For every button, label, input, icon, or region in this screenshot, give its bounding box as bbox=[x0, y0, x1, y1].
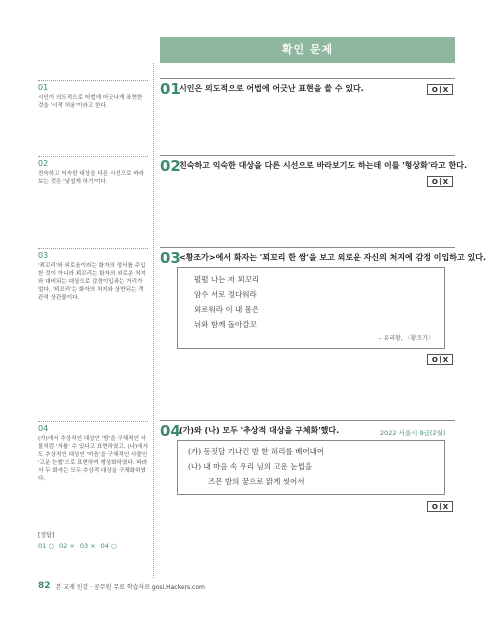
question-number: 02 bbox=[160, 157, 181, 175]
answer-item: 03 × bbox=[79, 542, 96, 550]
x-mark: X bbox=[442, 502, 449, 511]
sidebar-divider bbox=[38, 156, 148, 157]
question-text: 친숙하고 익숙한 대상을 다른 시선으로 바라보기도 하는데 이를 '형상화'라고 한다. bbox=[179, 161, 468, 170]
question-number: 04 bbox=[160, 422, 181, 440]
poem-box bbox=[177, 440, 445, 495]
ox-answer-box[interactable] bbox=[427, 354, 453, 365]
question-number: 03 bbox=[160, 249, 181, 267]
ox-divider bbox=[440, 356, 441, 363]
sidebar-explanation: (가)에서 추상적인 대상인 '밤'을 구체적인 사물처럼 '자를' 수 있다고 표현하였고, (나)에서도 추상적인 대상인 '마음'을 구체적인 사물인 '고운 눈썹'으로 표현하여 형상화하였다. 따라서 두 화자는 모두 추상적 대상을 구체화하였다. bbox=[38, 436, 148, 482]
poem-line: 즈믄 밤의 꿈으로 맑게 씻어서 bbox=[208, 477, 305, 486]
sidebar-num: 02 bbox=[38, 159, 49, 168]
ox-answer-box[interactable] bbox=[427, 176, 453, 187]
poem-box bbox=[177, 267, 445, 349]
ox-divider bbox=[440, 503, 441, 510]
ox-answer-box[interactable] bbox=[427, 501, 453, 512]
question-text: 시인은 의도적으로 어법에 어긋난 표현을 쓸 수 있다. bbox=[179, 84, 364, 93]
section-header bbox=[160, 37, 455, 63]
sidebar-explanation: 친숙하고 익숙한 대상을 다른 시선으로 바라보는 것은 '낯설게 하기'이다. bbox=[38, 171, 145, 185]
o-mark: O bbox=[431, 502, 438, 511]
sidebar-divider bbox=[38, 248, 148, 249]
x-mark: X bbox=[442, 355, 449, 364]
answers-list bbox=[38, 542, 117, 550]
question-divider bbox=[160, 420, 455, 421]
ox-divider bbox=[440, 86, 441, 93]
sidebar-num: 01 bbox=[38, 83, 49, 92]
sidebar-divider bbox=[38, 421, 148, 422]
sidebar-num: 04 bbox=[38, 424, 49, 433]
o-mark: O bbox=[431, 85, 438, 94]
page-number: 82 bbox=[38, 581, 51, 591]
question-number: 01 bbox=[160, 80, 181, 98]
ox-answer-box[interactable] bbox=[427, 84, 453, 95]
o-mark: O bbox=[431, 177, 438, 186]
sidebar-explanation: 시인이 의도적으로 어법에 어긋나게 표현한 것을 '시적 허용'이라고 한다. bbox=[38, 95, 143, 109]
section-title: 확인 문제 bbox=[281, 43, 334, 56]
sidebar-num: 03 bbox=[38, 251, 49, 260]
x-mark: X bbox=[442, 85, 449, 94]
poem-line: 펄펄 나는 저 꾀꼬리 bbox=[194, 275, 260, 284]
poem-line: 외로워라 이 내 몸은 bbox=[194, 305, 260, 314]
o-mark: O bbox=[431, 355, 438, 364]
question-divider bbox=[160, 247, 455, 248]
exam-source-label: 2022 서울시 9급(2월) bbox=[380, 429, 446, 437]
gutter-divider bbox=[153, 63, 154, 578]
sidebar-divider bbox=[38, 80, 148, 81]
question-divider bbox=[160, 78, 455, 79]
poem-line: (나) 내 마음 속 우리 님의 고운 눈썹을 bbox=[188, 462, 312, 471]
poem-line: (가) 동짓달 기나긴 밤 한 허리를 베어내어 bbox=[188, 447, 325, 456]
footer-text: 본 교재 인강 · 공무원 무료 학습자료 gosi.Hackers.com bbox=[55, 583, 205, 591]
answers-label: [정답] bbox=[38, 532, 55, 539]
question-divider bbox=[160, 155, 455, 156]
ox-divider bbox=[440, 178, 441, 185]
answer-item: 04 ○ bbox=[100, 542, 117, 550]
question-text: <황조가>에서 화자는 '꾀꼬리 한 쌍'을 보고 외로운 자신의 처지에 감정 이입하고 있다. bbox=[179, 253, 487, 262]
x-mark: X bbox=[442, 177, 449, 186]
page-footer bbox=[38, 581, 205, 591]
answer-item: 02 × bbox=[59, 542, 75, 550]
poem-line: 뉘와 함께 돌아갈꼬 bbox=[194, 320, 257, 329]
poem-source: – 유리왕, 〈황조가〉 bbox=[378, 335, 434, 342]
question-text: (가)와 (나) 모두 '추상적 대상을 구체화'했다. bbox=[179, 426, 340, 435]
answer-item: 01 ○ bbox=[38, 542, 55, 550]
poem-line: 암수 서로 정다워라 bbox=[194, 290, 257, 299]
sidebar-explanation: '꾀꼬리'와 외로움이라는 화자의 정서를 주입한 것이 아니라 꾀꼬리는 화자의 외로운 처지와 대비되는 대상으로 감정이입과는 거리가 멀다. '꾀꼬리'는 화자의 처지와 상반되는 객관적 상관물이다. bbox=[38, 263, 146, 301]
